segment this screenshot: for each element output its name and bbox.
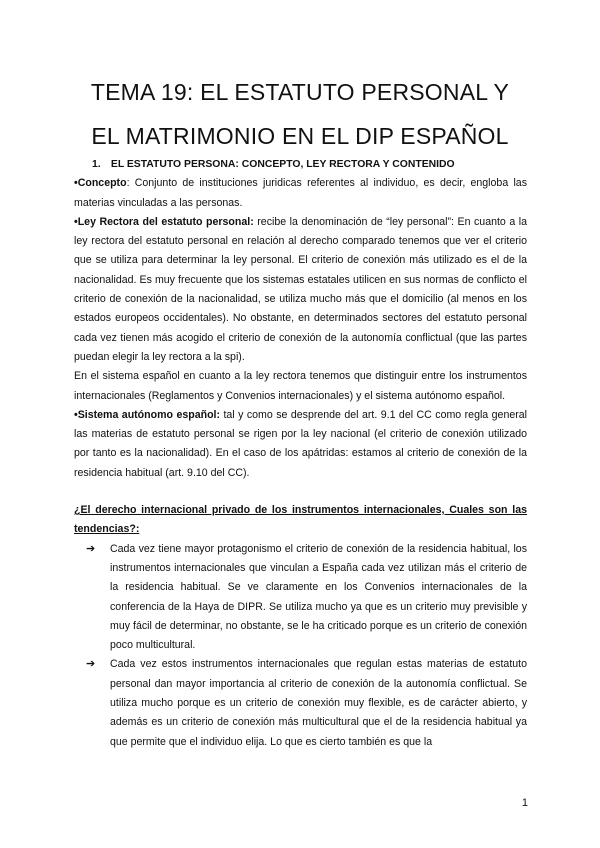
title-line-1: TEMA 19: EL ESTATUTO PERSONAL Y (90, 79, 510, 105)
ley-rectora-label: •Ley Rectora del estatuto personal: (74, 215, 254, 228)
section-number: 1. (92, 159, 101, 170)
list-item (74, 655, 527, 751)
paragraph-sistema-espanol: En el sistema español en cuanto a la ley rectora tenemos que distinguir entre los instrumentos internacionales (Reglamentos y Convenios internacionales) y el sistema autónomo español. (74, 370, 527, 402)
document-body (74, 155, 527, 752)
sistema-autonomo-label: •Sistema autónomo español: (74, 408, 221, 421)
sistema-autonomo-text: tal y como se desprende del art. 9.1 del CC como regla general las materias de estatuto personal se rigen por la ley nacional (el criterio de conexión utilizado por tanto es la nacionalidad). En el caso de los apátridas: estamos al criterio de conexión de la residencia habitual (art. 9.10 del CC). (74, 408, 527, 479)
title-line-2: EL MATRIMONIO EN EL DIP ESPAÑOL (91, 123, 509, 149)
paragraph-sistema-autonomo (74, 406, 527, 483)
paragraph-concepto (74, 174, 527, 213)
arrow-right-icon: ➔ (86, 542, 96, 555)
list-item-text: Cada vez estos instrumentos internacionales que regulan estas materias de estatuto personal dan mayor importancia al criterio de conexión de la autonomía conflictual. Se utiliza mucho porque es un criterio de conexión muy flexible, es de carácter abierto, y además es un criterio de conexión más multicultural que el de la residencia habitual ya que permite que el individuo elija. Lo que es cierto también es que la (110, 658, 527, 748)
section-heading (74, 155, 527, 174)
tendencies-list (74, 540, 527, 752)
section-heading-text: EL ESTATUTO PERSONA: CONCEPTO, LEY RECTORA Y CONTENIDO (110, 159, 455, 170)
page-number: 1 (521, 797, 528, 809)
document-title (40, 70, 560, 158)
list-item (74, 540, 527, 656)
arrow-right-icon: ➔ (86, 658, 96, 671)
concepto-text: : Conjunto de instituciones juridicas referentes al individuo, es decir, engloba las materias vinculadas a las personas. (74, 177, 527, 209)
ley-rectora-text: recibe la denominación de “ley personal”: En cuanto a la ley rectora del estatuto personal en relación al derecho comparado tenemos que ver el criterio que se utiliza para determinar la ley personal. El criterio de conexión más utilizado es el de la nacionalidad. Es muy frecuente que los sistemas estatales utilicen en sus normas de conflicto el criterio de conexión de la nacionalidad, se utiliza mucho más que el domicilio (al menos en los estados europeos occidentales). No obstante, en determinados sectores del estatuto personal cada vez tienen más acogido el criterio de conexión de la autonomía conflictual (que las partes puedan elegir la ley rectora a la spi). (74, 215, 528, 363)
paragraph-ley-rectora (74, 213, 527, 367)
list-item-text: Cada vez tiene mayor protagonismo el criterio de conexión de la residencia habitual, los instrumentos internacionales que vinculan a España cada vez utilizan más el criterio de la residencia habitual. Se ve claramente en los Convenios internacionales de la conferencia de la Haya de DIPR. Se utiliza mucho ya que es un criterio muy previsible y muy fácil de determinar, no obstante, se le ha criticado porque es un criterio de conexión poco multicultural. (110, 542, 527, 652)
question-heading: ¿El derecho internacional privado de los instrumentos internacionales, Cuales son las tendencias?: (74, 504, 527, 536)
concepto-label: •Concepto (74, 177, 127, 190)
